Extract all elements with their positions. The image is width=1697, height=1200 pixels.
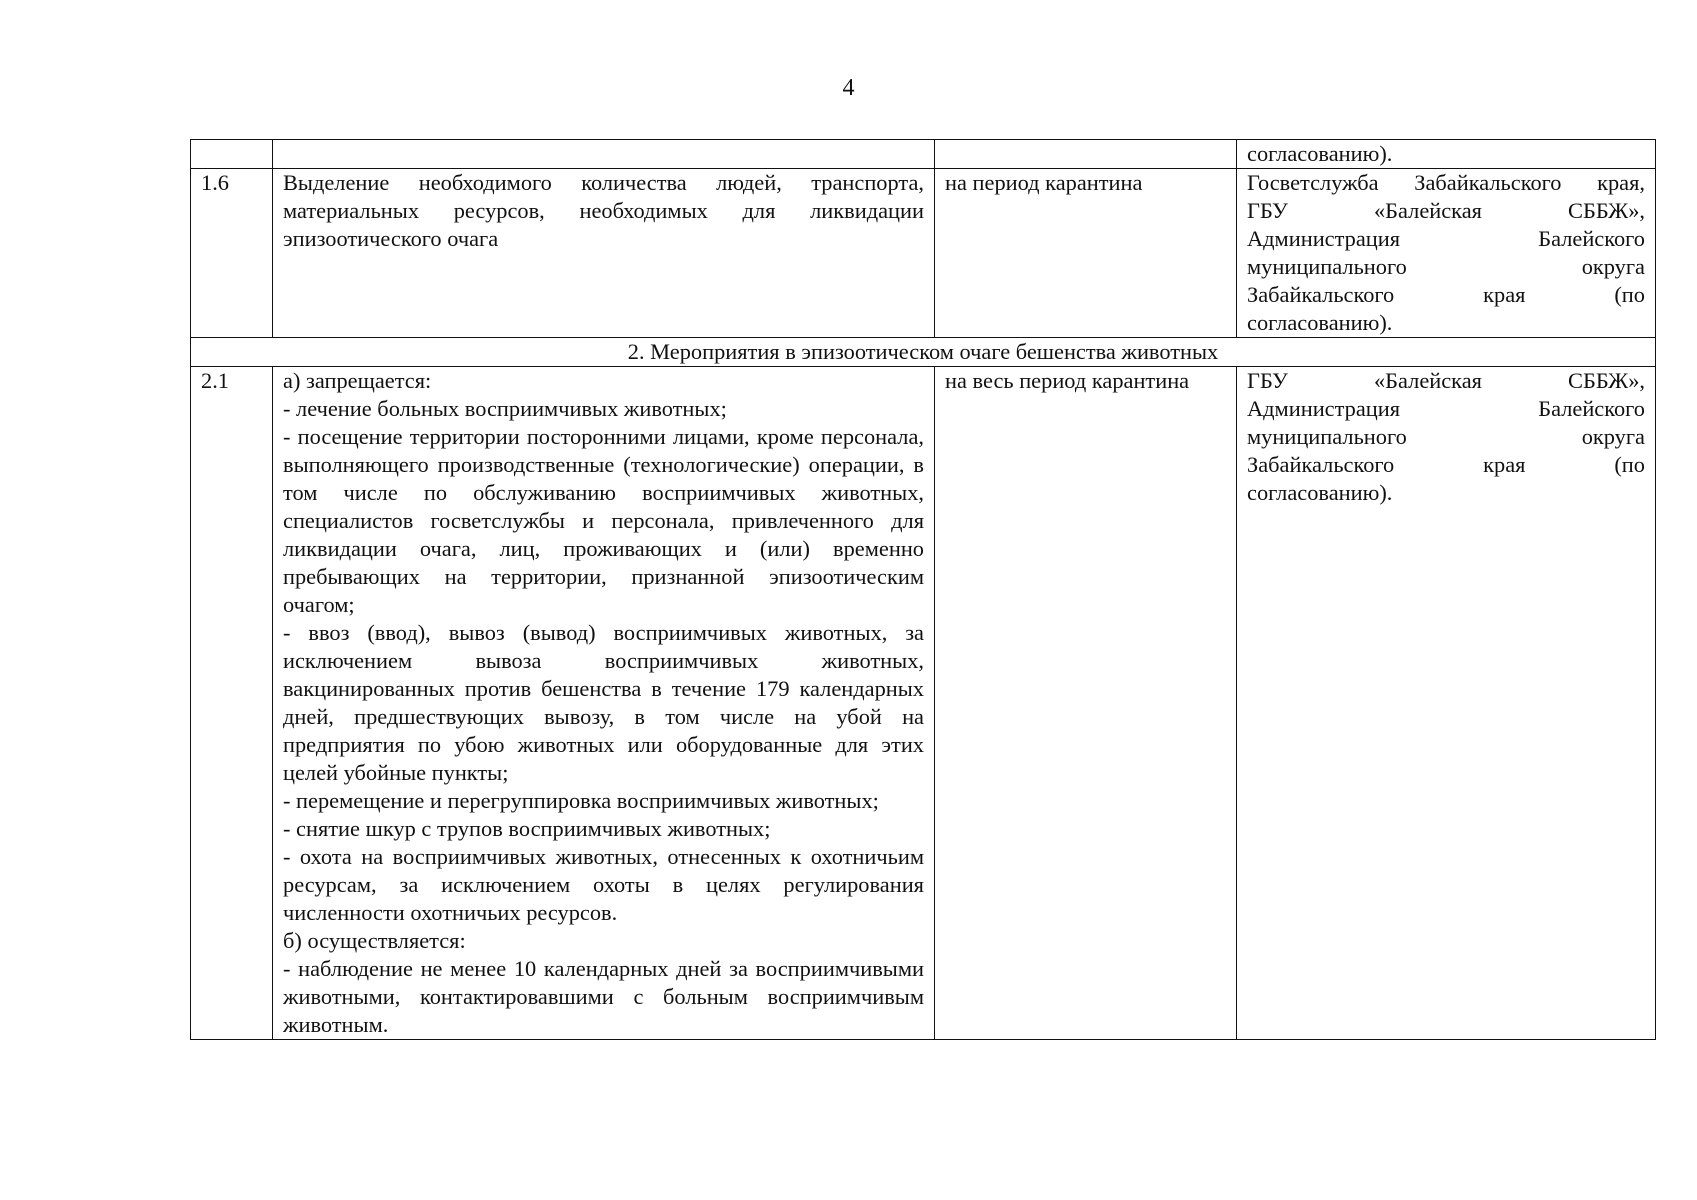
table-row-2-1 <box>191 367 1656 1040</box>
cell-responsible <box>1237 367 1656 1040</box>
measure-paragraph: - перемещение и перегруппировка восприимчивых животных; <box>283 788 879 813</box>
cell-responsible: согласованию). <box>1237 140 1656 169</box>
cell-term: на период карантина <box>935 169 1237 338</box>
cell-responsible <box>1237 169 1656 338</box>
responsible-line: Забайкальского края (по <box>1247 452 1645 477</box>
table-row-carryover <box>191 140 1656 169</box>
responsible-line: согласованию). <box>1247 310 1393 335</box>
section-title: 2. Мероприятия в эпизоотическом очаге бешенства животных <box>191 338 1656 367</box>
measure-paragraph: б) осуществляется: <box>283 928 466 953</box>
measure-paragraph: - лечение больных восприимчивых животных; <box>283 396 727 421</box>
measure-paragraph: - ввоз (ввод), вывоз (вывод) восприимчивых животных, за исключением вывоза восприимчивых животных, вакцинированных против бешенства в течение 179 календарных дней, предшествующих вывозу, в том числе на убой на предприятия по убою животных или оборудованные для этих целей убойные пункты; <box>283 620 924 785</box>
cell-number: 2.1 <box>191 367 273 1040</box>
measures-table <box>190 139 1656 1040</box>
responsible-line: согласованию). <box>1247 480 1393 505</box>
cell-number <box>191 140 273 169</box>
cell-term: на весь период карантина <box>935 367 1237 1040</box>
measure-paragraph: - посещение территории посторонними лицами, кроме персонала, выполняющего производственные (технологические) операции, в том числе по обслуживанию восприимчивых животных, специалистов госветслужбы и персонала, привлеченного для ликвидации очага, лиц, проживающих и (или) временно пребывающих на территории, признанной эпизоотическим очагом; <box>283 424 924 617</box>
responsible-line: Администрация Балейского <box>1247 396 1645 421</box>
responsible-line: ГБУ «Балейская СББЖ», <box>1247 368 1645 393</box>
table-section-row <box>191 338 1656 367</box>
measure-paragraph: а) запрещается: <box>283 368 432 393</box>
responsible-line: Забайкальского края (по <box>1247 282 1645 307</box>
responsible-line: муниципального округа <box>1247 424 1645 449</box>
cell-measure: Выделение необходимого количества людей, транспорта, материальных ресурсов, необходимых для ликвидации эпизоотического очага <box>273 169 935 338</box>
measure-paragraph: - наблюдение не менее 10 календарных дней за восприимчивыми животными, контактировавшими с больным восприимчивым животным. <box>283 956 924 1037</box>
table-row-1-6 <box>191 169 1656 338</box>
cell-measure <box>273 140 935 169</box>
measure-paragraph: - охота на восприимчивых животных, отнесенных к охотничьим ресурсам, за исключением охоты в целях регулирования численности охотничьих ресурсов. <box>283 844 924 925</box>
cell-number: 1.6 <box>191 169 273 338</box>
cell-term <box>935 140 1237 169</box>
responsible-line: муниципального округа <box>1247 254 1645 279</box>
cell-measure <box>273 367 935 1040</box>
responsible-line: ГБУ «Балейская СББЖ», <box>1247 198 1645 223</box>
measure-paragraph: - снятие шкур с трупов восприимчивых животных; <box>283 816 771 841</box>
page-number: 4 <box>842 75 855 101</box>
responsible-line: Госветслужба Забайкальского края, <box>1247 170 1645 195</box>
responsible-line: Администрация Балейского <box>1247 226 1645 251</box>
